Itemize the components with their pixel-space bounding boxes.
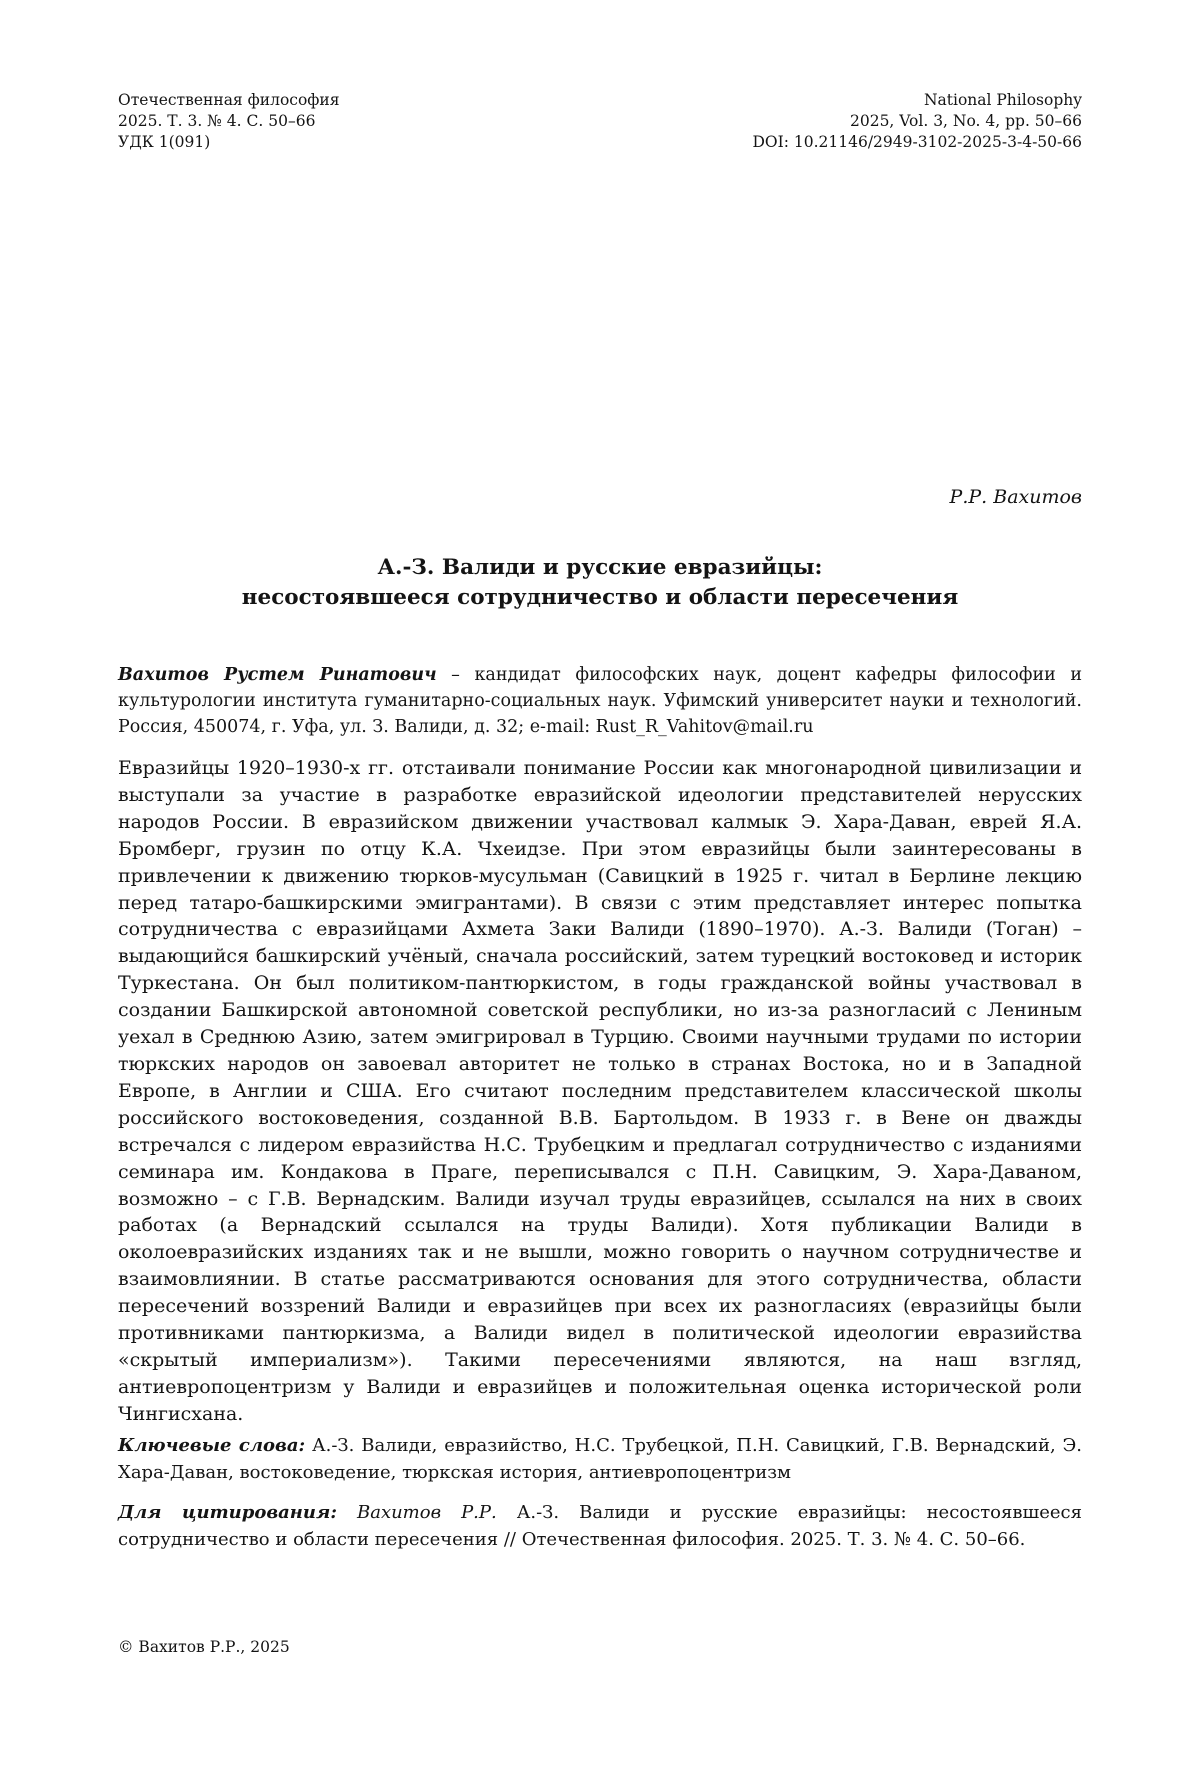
keywords	[118, 1433, 1082, 1486]
citation-label: Для цитирования:	[118, 1502, 337, 1523]
author-short-name: Р.Р. Вахитов	[949, 486, 1082, 508]
journal-name-en: National Philosophy	[923, 91, 1082, 109]
citation-author: Вахитов Р.Р.	[336, 1502, 497, 1523]
copyright-notice: © Вахитов Р.Р., 2025	[118, 1638, 290, 1656]
running-header-right	[752, 90, 1082, 153]
keywords-label: Ключевые слова:	[118, 1435, 306, 1456]
journal-name-ru: Отечественная философия	[118, 91, 340, 109]
article-title	[118, 553, 1082, 613]
author-full-name: Вахитов Рустем Ринатович	[118, 665, 437, 685]
author-affiliation	[118, 662, 1082, 740]
title-line-2: несостоявшееся сотрудничество и области пересечения	[241, 585, 959, 610]
citation-text: А.-З. Валиди и русские евразийцы: несостоявшееся сотрудничество и области пересечения // Отечественная философия. 2025. Т. 3. № 4. С. 50–66.	[118, 1502, 1082, 1550]
citation	[118, 1500, 1082, 1553]
abstract-text: Евразийцы 1920–1930-х гг. отстаивали понимание России как многонародной цивилизации и выступали за участие в разработке евразийской идеологии представителей нерусских народов России. В евразийском движении участвовал калмык Э. Хара-Даван, еврей Я.А. Бромберг, грузин по отцу К.А. Чхеидзе. При этом евразийцы были заинтересованы в привлечении к движению тюрков-мусульман (Савицкий в 1925 г. читал в Берлине лекцию перед татаро-башкирскими эмигрантами). В связи с этим представляет интерес попытка сотрудничества с евразийцами Ахмета Заки Валиди (1890–1970). А.-З. Валиди (Тоган) – выдающийся башкирский учёный, сначала российский, затем турецкий востоковед и историк Туркестана. Он был политиком-пантюркистом, в годы гражданской войны участвовал в создании Башкирской автономной советской республики, но из-за разногласий с Лениным уехал в Среднюю Азию, затем эмигрировал в Турцию. Своими научными трудами по истории тюркских народов он завоевал авторитет не только в странах Востока, но и в Западной Европе, в Англии и США. Его считают последним представителем классической школы российского востоковедения, созданной В.В. Бартольдом. В 1933 г. в Вене он дважды встречался с лидером евразийства Н.С. Трубецким и предлагал сотрудничество с изданиями семинара им. Кондакова в Праге, переписывался с П.Н. Савицким, Э. Хара-Даваном, возможно – с Г.В. Вернадским. Валиди изучал труды евразийцев, ссылался на них в своих работах (а Вернадский ссылался на труды Валиди). Хотя публикации Валиди в околоевразийских изданиях так и не вышли, можно говорить о научном сотрудничестве и взаимовлиянии. В статье рассматриваются основания для этого сотрудничества, области пересечений воззрений Валиди и евразийцев при всех их разногласиях (евразийцы были противниками пантюркизма, а Валиди видел в политической идеологии евразийства «скрытый империализм»). Такими пересечениями являются, на наш взгляд, антиевропоцентризм у Валиди и евразийцев и положительная оценка исторической роли Чингисхана.	[118, 757, 1082, 1425]
keywords-text: А.-З. Валиди, евразийство, Н.С. Трубецкой, П.Н. Савицкий, Г.В. Вернадский, Э. Хара-Даван, востоковедение, тюркская история, антиевропоцентризм	[118, 1435, 1083, 1483]
udk-code: УДК 1(091)	[118, 133, 211, 151]
running-header-left	[118, 90, 340, 153]
abstract	[118, 755, 1082, 1428]
title-line-1: А.-З. Валиди и русские евразийцы:	[377, 555, 823, 580]
issue-info-en: 2025, Vol. 3, No. 4, pp. 50–66	[849, 112, 1082, 130]
affiliation-details: – кандидат философских наук, доцент кафедры философии и культурологии института гуманитарно-социальных наук. Уфимский университет науки и технологий. Россия, 450074, г. Уфа, ул. З. Валиди, д. 32; e-mail: Rust_R_Vahitov@mail.ru	[118, 665, 1083, 737]
doi[interactable]: DOI: 10.21146/2949-3102-2025-3-4-50-66	[752, 133, 1082, 151]
issue-info-ru: 2025. Т. 3. № 4. С. 50–66	[118, 112, 316, 130]
